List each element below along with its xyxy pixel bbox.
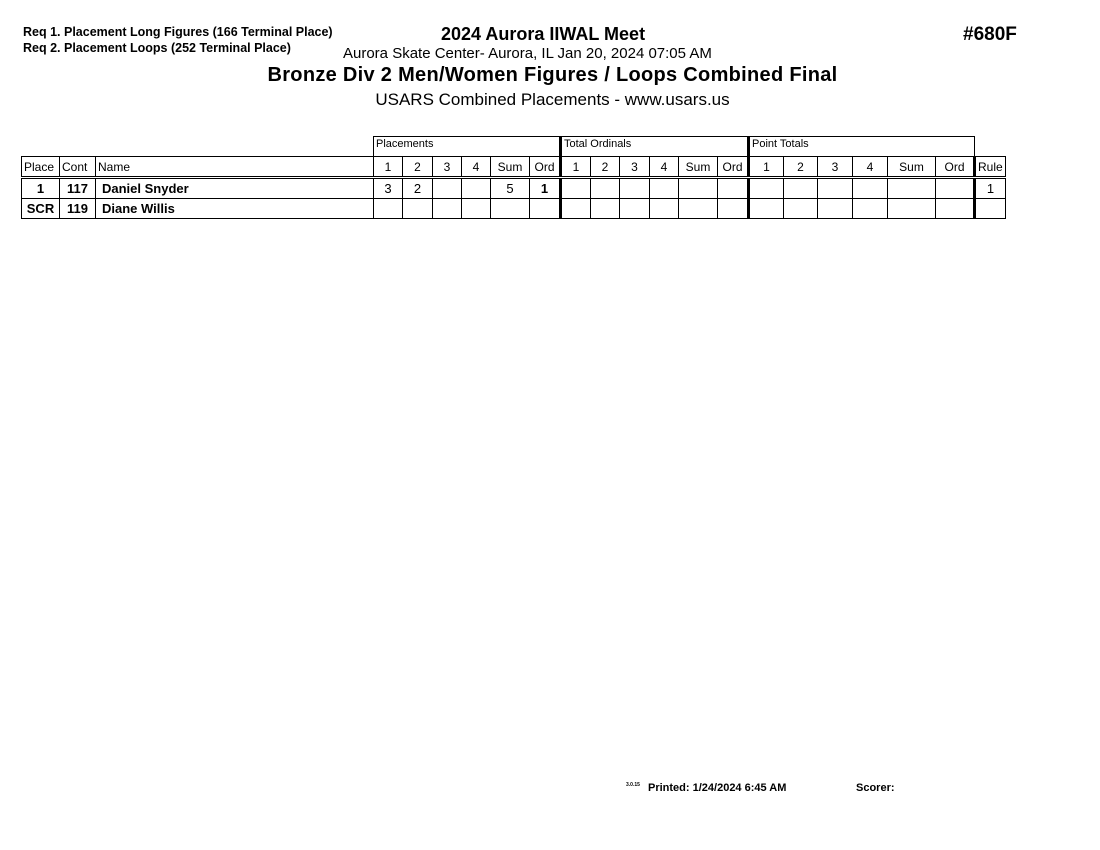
column-header: Rule [975,157,1006,178]
event-number: #680F [963,24,1017,45]
cell-sum [888,178,936,199]
column-header: Sum [491,157,530,178]
column-header: Sum [888,157,936,178]
cell-4 [462,199,491,219]
cell-2 [591,199,620,219]
column-header: Ord [718,157,749,178]
cell-sum: 5 [491,178,530,199]
cell-4 [853,178,888,199]
results-table [21,136,1006,219]
group-header-total-ordinals: Total Ordinals [561,137,749,157]
column-header: 1 [374,157,403,178]
column-header: 4 [650,157,679,178]
cell-ord [530,199,561,219]
cell-rule [975,199,1006,219]
group-header-row [22,137,1006,157]
cell-3 [433,178,462,199]
cell-ord [936,199,975,219]
cell-ord [936,178,975,199]
cell-cont: 117 [60,178,96,199]
cell-4 [462,178,491,199]
cell-2: 2 [403,178,433,199]
cell-3 [818,199,853,219]
column-header: Name [96,157,374,178]
cell-name: Diane Willis [96,199,374,219]
cell-4 [650,199,679,219]
column-header: 2 [591,157,620,178]
cell-3 [433,199,462,219]
cell-ord [718,178,749,199]
cell-ord: 1 [530,178,561,199]
group-header-point-totals: Point Totals [749,137,975,157]
cell-ord [718,199,749,219]
cell-1: 3 [374,178,403,199]
requirement-2: Req 2. Placement Loops (252 Terminal Place) [23,41,291,55]
version-label: 3.0.15 [626,782,640,788]
column-header: Place [22,157,60,178]
column-header-row [22,157,1006,178]
column-header: Sum [679,157,718,178]
cell-2 [591,178,620,199]
cell-sum [679,178,718,199]
cell-place: SCR [22,199,60,219]
cell-2 [403,199,433,219]
cell-name: Daniel Snyder [96,178,374,199]
column-header: 3 [433,157,462,178]
cell-2 [784,178,818,199]
location-line: Aurora Skate Center- Aurora, IL Jan 20, 2024 07:05 AM [343,45,712,62]
cell-3 [620,199,650,219]
column-header: 2 [403,157,433,178]
requirement-1: Req 1. Placement Long Figures (166 Terminal Place) [23,25,333,39]
cell-2 [784,199,818,219]
cell-1 [561,178,591,199]
table-row [22,178,1006,199]
column-header: Ord [936,157,975,178]
event-title: Bronze Div 2 Men/Women Figures / Loops Combined Final [267,64,838,86]
column-header: 4 [853,157,888,178]
cell-cont: 119 [60,199,96,219]
cell-1 [749,178,784,199]
cell-1 [374,199,403,219]
cell-sum [888,199,936,219]
cell-1 [561,199,591,219]
column-header: 1 [749,157,784,178]
group-blank [975,137,1006,157]
column-header: 3 [620,157,650,178]
printed-timestamp: Printed: 1/24/2024 6:45 AM [648,782,787,794]
scorer-label: Scorer: [856,782,895,794]
column-header: 2 [784,157,818,178]
table-row [22,199,1006,219]
cell-sum [679,199,718,219]
cell-place: 1 [22,178,60,199]
cell-4 [853,199,888,219]
column-header: Cont [60,157,96,178]
cell-3 [620,178,650,199]
cell-1 [749,199,784,219]
cell-3 [818,178,853,199]
cell-rule: 1 [975,178,1006,199]
column-header: 3 [818,157,853,178]
cell-sum [491,199,530,219]
subtitle: USARS Combined Placements - www.usars.us [375,90,730,109]
column-header: 4 [462,157,491,178]
group-blank [22,137,374,157]
column-header: 1 [561,157,591,178]
cell-4 [650,178,679,199]
meet-title: 2024 Aurora IIWAL Meet [441,24,646,44]
column-header: Ord [530,157,561,178]
group-header-placements: Placements [374,137,561,157]
